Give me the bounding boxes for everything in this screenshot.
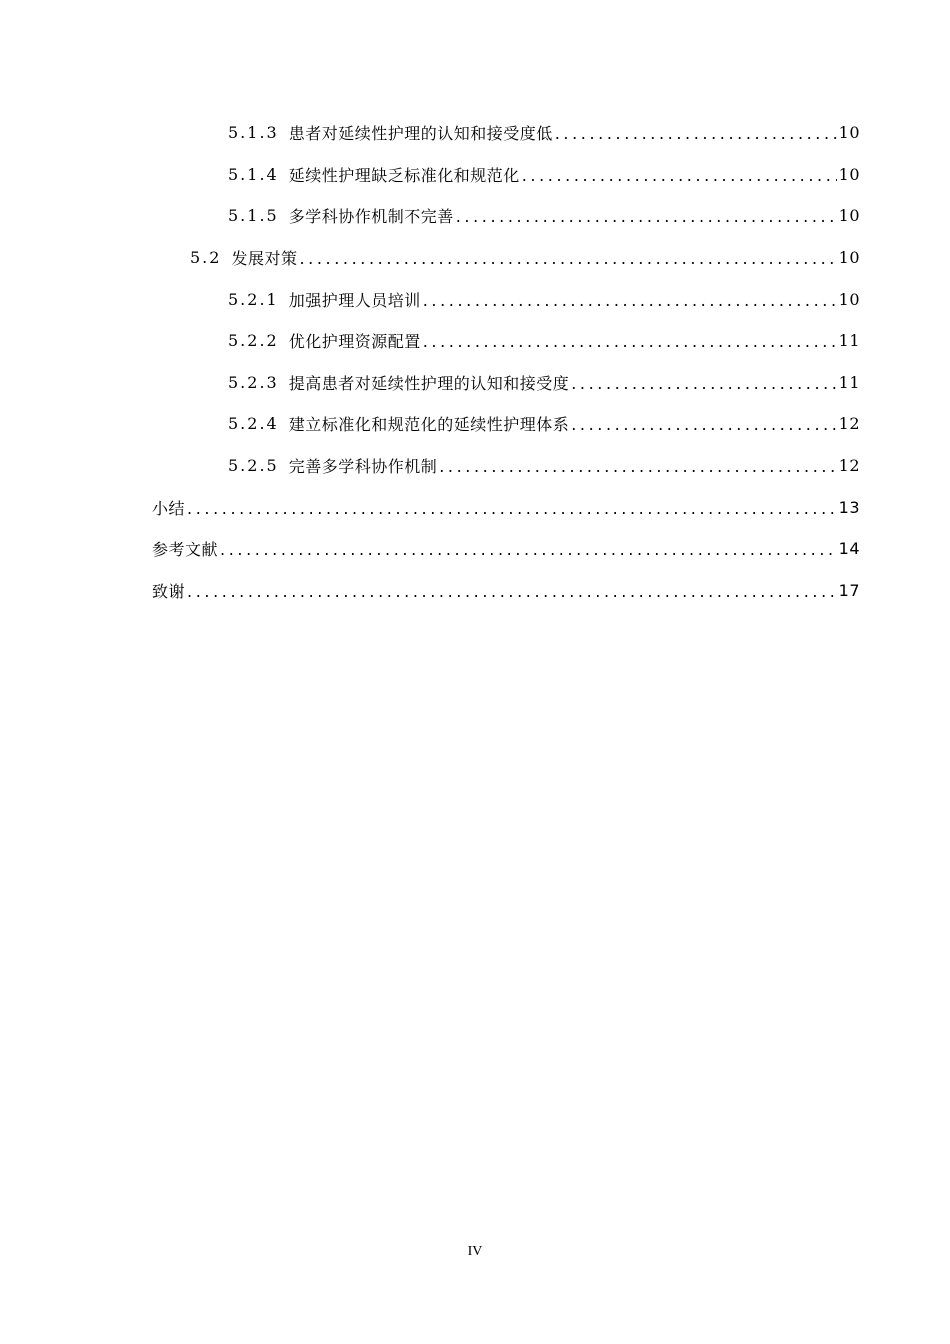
toc-entry-title: 小结 xyxy=(152,498,186,518)
toc-entry-number: 5.2.1 xyxy=(228,289,279,309)
toc-dot-leader xyxy=(571,374,836,393)
toc-entry-title: 提高患者对延续性护理的认知和接受度 xyxy=(288,373,570,393)
page-number-footer: IV xyxy=(467,1244,483,1259)
toc-entry-title: 加强护理人员培训 xyxy=(288,290,421,310)
toc-entry-5-1-3[interactable] xyxy=(0,112,950,154)
toc-entry-number: 5.2.5 xyxy=(228,456,279,476)
toc-entry-page: 12 xyxy=(838,414,860,434)
toc-entry-page: 10 xyxy=(838,123,860,143)
toc-entry-5-2-3[interactable] xyxy=(0,362,950,404)
toc-entry-title: 致谢 xyxy=(152,581,186,601)
toc-entry-title: 延续性护理缺乏标准化和规范化 xyxy=(288,165,520,185)
table-of-contents xyxy=(0,112,950,611)
toc-entry-number: 5.1.4 xyxy=(228,164,279,184)
toc-dot-leader xyxy=(299,249,836,268)
toc-entry-5-2-1[interactable] xyxy=(0,278,950,320)
toc-entry-number: 5.1.3 xyxy=(228,123,279,143)
toc-entry-page: 10 xyxy=(838,206,860,226)
toc-entry-5-2[interactable] xyxy=(0,237,950,279)
toc-entry-summary[interactable] xyxy=(0,486,950,528)
toc-entry-page: 10 xyxy=(838,289,860,309)
toc-entry-references[interactable] xyxy=(0,528,950,570)
toc-entry-title: 多学科协作机制不完善 xyxy=(288,207,454,227)
toc-dot-leader xyxy=(571,415,836,434)
toc-dot-leader xyxy=(522,166,837,185)
toc-entry-5-1-5[interactable] xyxy=(0,195,950,237)
toc-entry-number: 5.2 xyxy=(190,248,222,268)
toc-entry-5-1-4[interactable] xyxy=(0,154,950,196)
toc-entry-title: 参考文献 xyxy=(152,540,219,560)
toc-dot-leader xyxy=(423,332,837,351)
toc-entry-page: 10 xyxy=(838,164,860,184)
toc-entry-5-2-2[interactable] xyxy=(0,320,950,362)
toc-entry-number: 5.1.5 xyxy=(228,206,279,226)
toc-dot-leader xyxy=(456,207,837,226)
toc-entry-5-2-5[interactable] xyxy=(0,445,950,487)
toc-entry-5-2-4[interactable] xyxy=(0,403,950,445)
toc-entry-title: 患者对延续性护理的认知和接受度低 xyxy=(288,124,553,144)
toc-entry-title: 优化护理资源配置 xyxy=(288,332,421,352)
toc-entry-title: 建立标准化和规范化的延续性护理体系 xyxy=(288,415,570,435)
toc-entry-number: 5.2.4 xyxy=(228,414,279,434)
toc-entry-page: 12 xyxy=(838,456,860,476)
toc-entry-title: 完善多学科协作机制 xyxy=(288,457,438,477)
toc-entry-title: 发展对策 xyxy=(231,249,298,269)
toc-entry-page: 13 xyxy=(838,497,860,517)
toc-entry-page: 17 xyxy=(838,580,860,600)
toc-entry-page: 11 xyxy=(838,331,860,351)
toc-entry-number: 5.2.2 xyxy=(228,331,279,351)
toc-entry-page: 11 xyxy=(838,372,860,392)
toc-entry-page: 10 xyxy=(838,248,860,268)
toc-dot-leader xyxy=(423,291,837,310)
toc-dot-leader xyxy=(220,540,837,559)
toc-entry-acknowledgements[interactable] xyxy=(0,570,950,612)
toc-entry-number: 5.2.3 xyxy=(228,372,279,392)
toc-dot-leader xyxy=(187,499,837,518)
toc-entry-page: 14 xyxy=(838,539,860,559)
toc-dot-leader xyxy=(555,124,837,143)
toc-dot-leader xyxy=(187,582,837,601)
toc-dot-leader xyxy=(439,457,836,476)
